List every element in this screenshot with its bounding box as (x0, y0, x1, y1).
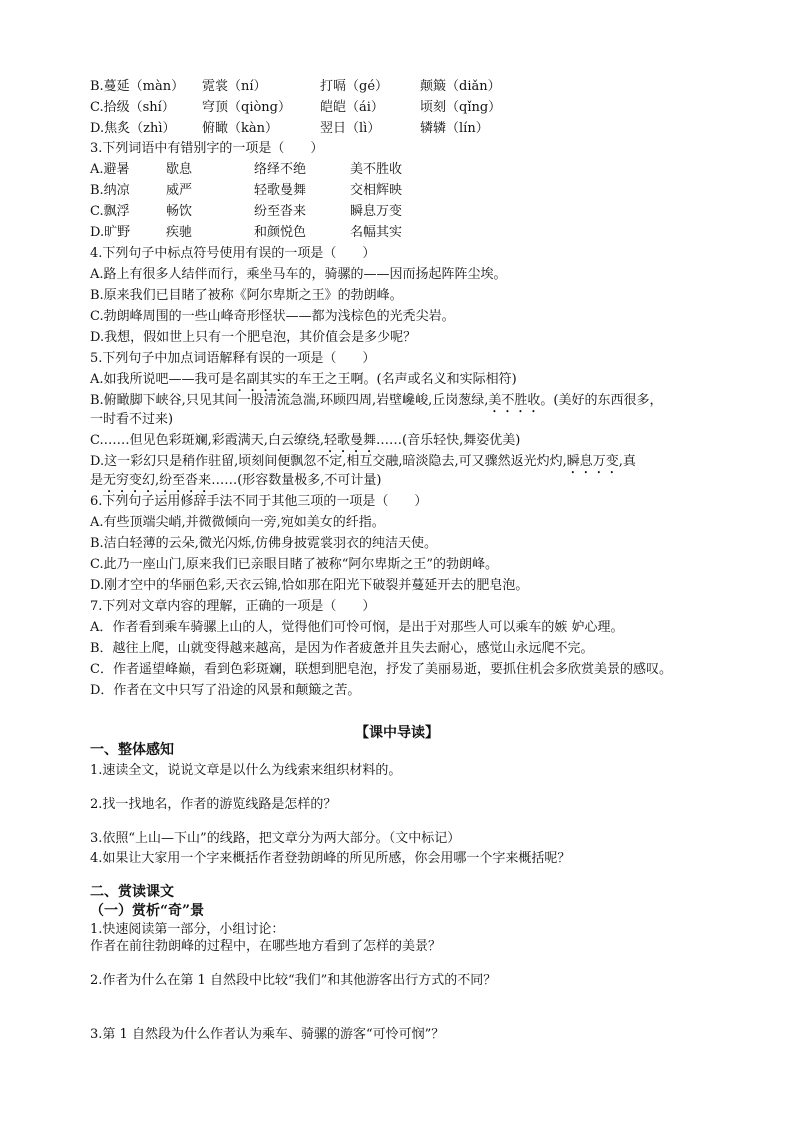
q2-b-4: 颠簸（diǎn） (420, 79, 501, 94)
q6-option-a: A.有些顶端尖峭,并微微倾向一旁,宛如美女的纤指。 (90, 515, 385, 530)
q3-c-4: 瞬息万变 (350, 204, 403, 219)
part2-question-1b: 作者在前往勃朗峰的过程中，在哪些地方看到了怎样的美景？ (90, 939, 442, 954)
q3-d-3: 和颜悦色 (254, 225, 307, 240)
q5-a-dotted-term: 名副其实 (233, 372, 286, 387)
part2-subtitle: （一）赏析“奇”景 (90, 903, 205, 919)
q5-b-dotted-term: 美不胜收 (488, 393, 541, 408)
q3-c-3: 纷至沓来 (254, 204, 307, 219)
q5-d-pre: D.这一彩幻只是稍作驻留,顷刻间便飘忽不定,相互交融,暗淡隐去,可又骤然返光灼灼, (90, 454, 567, 469)
q5-stem: 5.下列句子中加点词语解释有误的一项是（ ） (90, 351, 376, 366)
q2-d-1: D.焦炙（zhì） (90, 121, 176, 136)
q2-c-2: 穹顶（qiòng） (202, 100, 292, 115)
q4-option-b: B.原来我们已目睹了被称《阿尔卑斯之王》的勃朗峰。 (90, 288, 403, 303)
q5-d-cont-mid: , (155, 473, 160, 488)
q3-c-1: C.飘浮 (90, 204, 130, 219)
q3-b-2: 威严 (166, 183, 193, 198)
q2-option-b (90, 79, 501, 95)
q5-d-cont-post: ……(形容数量极多,不可计量) (211, 473, 382, 488)
part1-title: 一、整体感知 (90, 742, 174, 758)
part2-question-1: 1.快速阅读第一部分，小组讨论： (90, 922, 285, 937)
q3-d-2: 疾驰 (166, 225, 193, 240)
q5-c-post: ……(音乐轻快,舞姿优美) (376, 433, 521, 448)
part1-question-4: 4.如果让大家用一个字来概括作者登勃朗峰的所见所感，你会用哪一个字来概括呢？ (90, 851, 571, 866)
q5-a-pre: A.如我所说吧——我可是 (90, 372, 234, 387)
q3-option-a (90, 162, 402, 178)
part1-question-1: 1.速读全文，说说文章是以什么为线索来组织材料的。 (90, 763, 402, 778)
q2-option-c (90, 100, 501, 116)
q2-c-3: 皑皑（ái） (320, 100, 384, 115)
q5-d-dotted-term: 瞬息万变 (566, 454, 619, 469)
part1-question-3: 3.依照“上山—下山”的线路，把文章分为两大部分。（文中标记） (90, 831, 461, 846)
q3-option-d (90, 225, 402, 241)
q5-d-post: ,真 (618, 454, 636, 469)
q2-d-4: 辚辚（lín） (420, 121, 489, 136)
q3-c-2: 畅饮 (166, 204, 193, 219)
q5-option-d-cont (90, 473, 381, 496)
q2-d-2: 俯瞰（kàn） (202, 121, 279, 136)
q7-option-d: D．作者在文中只写了沿途的风景和颠簸之苦。 (90, 683, 361, 698)
part2-question-2: 2.作者为什么在第 1 自然段中比较“我们”和其他游客出行方式的不同？ (90, 973, 497, 988)
q4-stem: 4.下列句子中标点符号使用有误的一项是（ ） (90, 246, 376, 261)
q3-option-c (90, 204, 402, 220)
q3-a-4: 美不胜收 (350, 162, 403, 177)
q7-option-a: A．作者看到乘车骑骡上山的人，觉得他们可怜可悯，是出于对那些人可以乘车的嫉 妒心理。 (90, 620, 624, 635)
q4-option-d: D.我想，假如世上只有一个肥皂泡，其价值会是多少呢？ (90, 330, 417, 345)
q3-d-1: D.旷野 (90, 225, 131, 240)
q3-a-3: 络绎不绝 (254, 162, 307, 177)
q5-d-cont-dotted-1: 无穷变幻 (103, 473, 156, 488)
q5-option-b-cont: 一时看不过来) (90, 412, 174, 427)
q7-option-b: B．越往上爬，山就变得越来越高，是因为作者疲惫并且失去耐心，感觉山永远爬不完。 (90, 641, 594, 656)
q5-option-a (90, 372, 517, 395)
q3-b-4: 交相辉映 (350, 183, 403, 198)
q2-c-1: C.拾级（shí） (90, 100, 175, 115)
q2-option-d (90, 121, 489, 137)
part2-question-3: 3.第 1 自然段为什么作者认为乘车、骑骡的游客“可怜可悯”？ (90, 1027, 445, 1042)
q3-a-1: A.避暑 (90, 162, 130, 177)
q4-option-a: A.路上有很多人结伴而行，乘坐马车的，骑骡的——因而扬起阵阵尘埃。 (90, 267, 507, 282)
section-heading: 【课中导读】 (355, 725, 439, 741)
q5-d-cont-dotted-2: 纷至沓来 (159, 473, 212, 488)
q6-option-b: B.洁白轻薄的云朵,微光闪烁,仿佛身披霓裳羽衣的纯洁天使。 (90, 536, 437, 551)
q5-b-pre: B.俯瞰脚下峡谷,只见其间一股清流急湍,环顾四周,岩壁巉峻,丘岗葱绿, (90, 393, 489, 408)
q2-d-3: 翌日（lì） (320, 121, 381, 136)
q2-b-1: B.蔓延（màn） (90, 79, 185, 94)
q5-c-pre: C.……但见色彩斑斓,彩霞满天,白云缭绕, (90, 433, 325, 448)
q3-a-2: 歇息 (166, 162, 193, 177)
q5-option-b (90, 393, 662, 416)
q5-option-c (90, 433, 520, 456)
q5-a-post: 的车王之王啊。(名声或名义和实际相符) (285, 372, 517, 387)
q6-option-c: C.此乃一座山门,原来我们已亲眼目睹了被称“阿尔卑斯之王”的勃朗峰。 (90, 557, 499, 572)
q3-stem: 3.下列词语中有错别字的一项是（ ） (90, 141, 324, 156)
q3-b-3: 轻歌曼舞 (254, 183, 307, 198)
q7-option-c: C．作者遥望峰巅，看到色彩斑斓，联想到肥皂泡，抒发了美丽易逝，要抓住机会多欣赏美景的感叹。 (90, 662, 672, 677)
q2-b-3: 打嗝（gé） (320, 79, 389, 94)
q3-b-1: B.纳凉 (90, 183, 130, 198)
q7-stem: 7.下列对文章内容的理解，正确的一项是（ ） (90, 599, 376, 614)
q3-option-b (90, 183, 402, 199)
part2-title: 二、赏读课文 (90, 884, 174, 900)
q5-c-dotted-term: 轻歌曼舞 (324, 433, 377, 448)
q4-option-c: C.勃朗峰周围的一些山峰奇形怪状——都为浅棕色的光秃尖岩。 (90, 309, 455, 324)
q2-b-2: 霓裳（ní） (202, 79, 267, 94)
q6-stem: 6.下列句子运用修辞手法不同于其他三项的一项是（ ） (90, 494, 428, 509)
q5-d-cont-pre: 是 (90, 473, 104, 488)
part1-question-2: 2.找一找地名，作者的游览线路是怎样的？ (90, 797, 337, 812)
q6-option-d: D.刚才空中的华丽色彩,天衣云锦,恰如那在阳光下破裂并蔓延开去的肥皂泡。 (90, 578, 529, 593)
q3-d-4: 名幅其实 (350, 225, 403, 240)
q2-c-4: 顷刻（qǐng） (420, 100, 502, 115)
q5-b-post: 。(美好的东西很多， (540, 393, 663, 408)
